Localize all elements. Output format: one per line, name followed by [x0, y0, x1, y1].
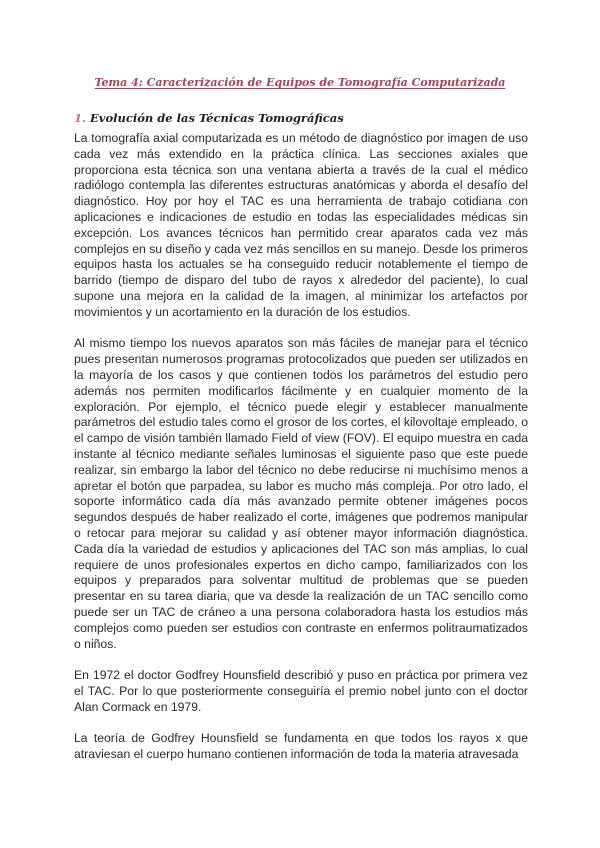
section-number: 1.: [74, 111, 87, 125]
paragraph-3: En 1972 el doctor Godfrey Hounsfield describió y puso en práctica por primera vez el TAC. Por lo que posteriormente conseguiría el premio nobel junto con el doctor Alan Cormack en 1979.: [74, 668, 528, 714]
paragraph-1: La tomografía axial computarizada es un método de diagnóstico por imagen de uso cada vez más extendido en la práctica clínica. Las secciones axiales que proporciona esta técnica son una ventana abierta a través de la cual el médico radiólogo contempla las diferentes estructuras anatómicas y aborda el desafío del diagnóstico. Hoy por hoy el TAC es una herramienta de trabajo cotidiana con aplicaciones e indicaciones de estudio en todas las especialidades médicas sin excepción. Los avances técnicos han permitido crear aparatos cada vez más complejos en su diseño y cada vez más sencillos en su manejo. Desde los primeros equipos hasta los actuales se ha conseguido reducir notablemente el tiempo de barrido (tiempo de disparo del tubo de rayos x alrededor del paciente), lo cual supone una mejora en la calidad de la imagen, al minimizar los artefactos por movimientos y un acortamiento en la duración de los estudios.: [74, 131, 528, 319]
paragraph-2: Al mismo tiempo los nuevos aparatos son más fáciles de manejar para el técnico pues presentan numerosos programas protocolizados que pueden ser utilizados en la mayoría de los casos y que contienen todos los parámetros del estudio pero además nos permiten modificarlos fácilmente y en cualquier momento de la exploración. Por ejemplo, el técnico puede elegir y establecer manualmente parámetros del estudio tales como el grosor de los cortes, el kilovoltaje empleado, o el campo de visión también llamado Field of view (FOV). El equipo muestra en cada instante al técnico mediante señales luminosas el siguiente paso que este puede realizar, sin embargo la labor del técnico no debe reducirse ni muchísimo menos a apretar el botón que parpadea, su labor es mucho más compleja. Por otro lado, el soporte informático cada día más avanzado permite obtener imágenes pocos segundos después de haber realizado el corte, imágenes que podremos manipular o retocar para mejorar su calidad y así obtener mayor información diagnóstica. Cada día la variedad de estudios y aplicaciones del TAC son más amplias, lo cual requiere de unos profesionales expertos en dicho campo, familiarizados con los equipos y preparados para solventar multitud de problemas que se pueden presentar en su tarea diaria, que va desde la realización de un TAC sencillo como puede ser un TAC de cráneo a una persona colaboradora hasta los estudios más complejos como pueden ser estudios con contraste en enfermos politraumatizados o niños.: [74, 336, 528, 651]
paragraph-4: La teoría de Godfrey Hounsfield se fundamenta en que todos los rayos x que atraviesan el cuerpo humano contienen información de toda la materia atravesada: [74, 731, 528, 762]
page-title: Tema 4: Caracterización de Equipos de Tomografía Computarizada: [94, 76, 506, 89]
body-text: [74, 131, 528, 779]
section-heading-text: Evolución de las Técnicas Tomográficas: [90, 111, 344, 125]
section-heading: [74, 111, 344, 125]
